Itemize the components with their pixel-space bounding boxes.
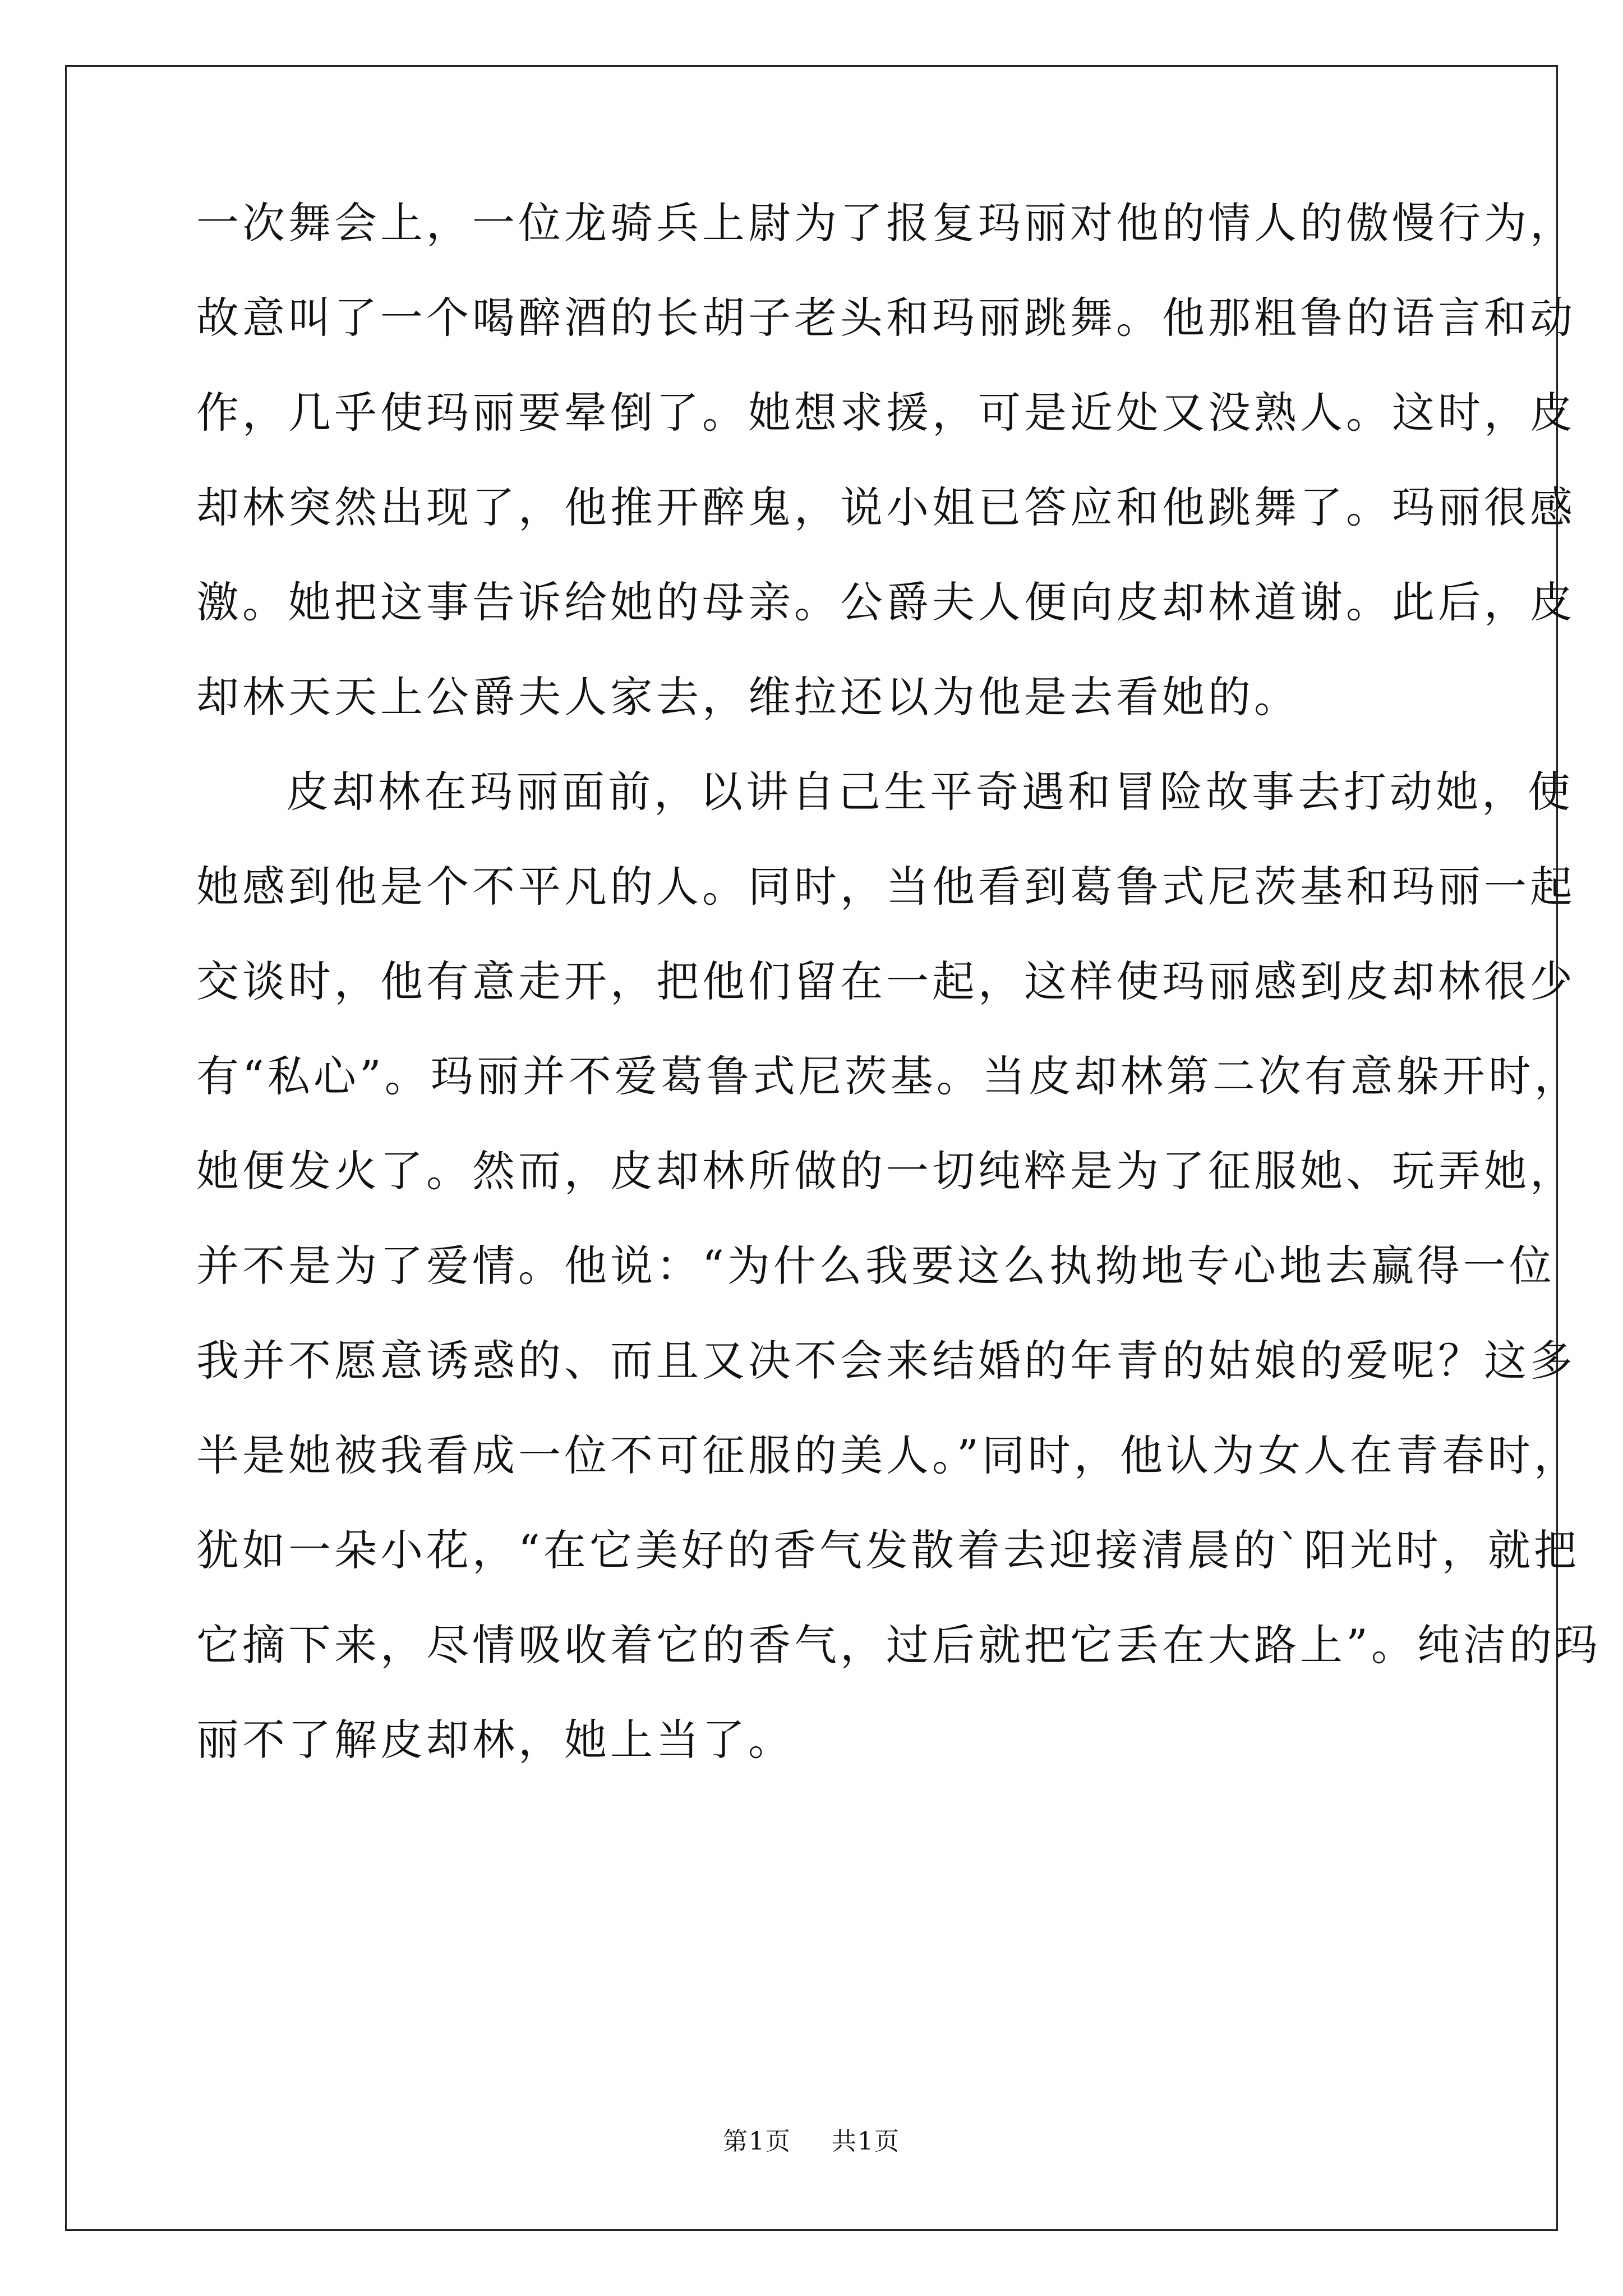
page-footer (0, 2125, 1623, 2159)
page-total: 共1页 (832, 2127, 900, 2156)
text-line: 一次舞会上，一位龙骑兵上尉为了报复玛丽对他的情人的傲慢行为， (196, 198, 1576, 248)
text-line: 有“私心”。玛丽并不爱葛鲁式尼茨基。当皮却林第二次有意躲开时， (196, 1051, 1580, 1101)
text-line-indented: 皮却林在玛丽面前，以讲自己生平奇遇和冒险故事去打动她，使 (286, 767, 1574, 817)
text-line: 交谈时，他有意走开，把他们留在一起，这样使玛丽感到皮却林很少 (196, 956, 1576, 1006)
text-line: 却林突然出现了，他推开醉鬼，说小姐已答应和他跳舞了。玛丽很感 (196, 482, 1576, 532)
text-line: 作，几乎使玛丽要晕倒了。她想求援，可是近处又没熟人。这时，皮 (196, 388, 1576, 438)
text-line: 我并不愿意诱惑的、而且又决不会来结婚的年青的姑娘的爱呢？这多 (196, 1336, 1576, 1386)
text-line: 却林天天上公爵夫人家去，维拉还以为他是去看她的。 (196, 672, 1300, 722)
text-line: 她便发火了。然而，皮却林所做的一切纯粹是为了征服她、玩弄她， (196, 1146, 1576, 1196)
text-line: 并不是为了爱情。他说：“为什么我要这么执拗地专心地去赢得一位 (196, 1241, 1555, 1291)
text-line: 半是她被我看成一位不可征服的美人。”同时，他认为女人在青春时， (196, 1430, 1580, 1480)
page-number: 第1页 (723, 2127, 791, 2156)
text-line: 她感到他是个不平凡的人。同时，当他看到葛鲁式尼茨基和玛丽一起 (196, 862, 1576, 912)
text-line: 它摘下来，尽情吸收着它的香气，过后就把它丢在大路上”。纯洁的玛 (196, 1620, 1601, 1670)
text-line: 故意叫了一个喝醉酒的长胡子老头和玛丽跳舞。他那粗鲁的语言和动 (196, 293, 1576, 343)
text-line: 犹如一朵小花，“在它美好的香气发散着去迎接清晨的`阳光时，就把 (196, 1525, 1580, 1575)
text-line: 丽不了解皮却林，她上当了。 (196, 1715, 794, 1765)
text-line: 激。她把这事告诉给她的母亲。公爵夫人便向皮却林道谢。此后，皮 (196, 577, 1576, 627)
